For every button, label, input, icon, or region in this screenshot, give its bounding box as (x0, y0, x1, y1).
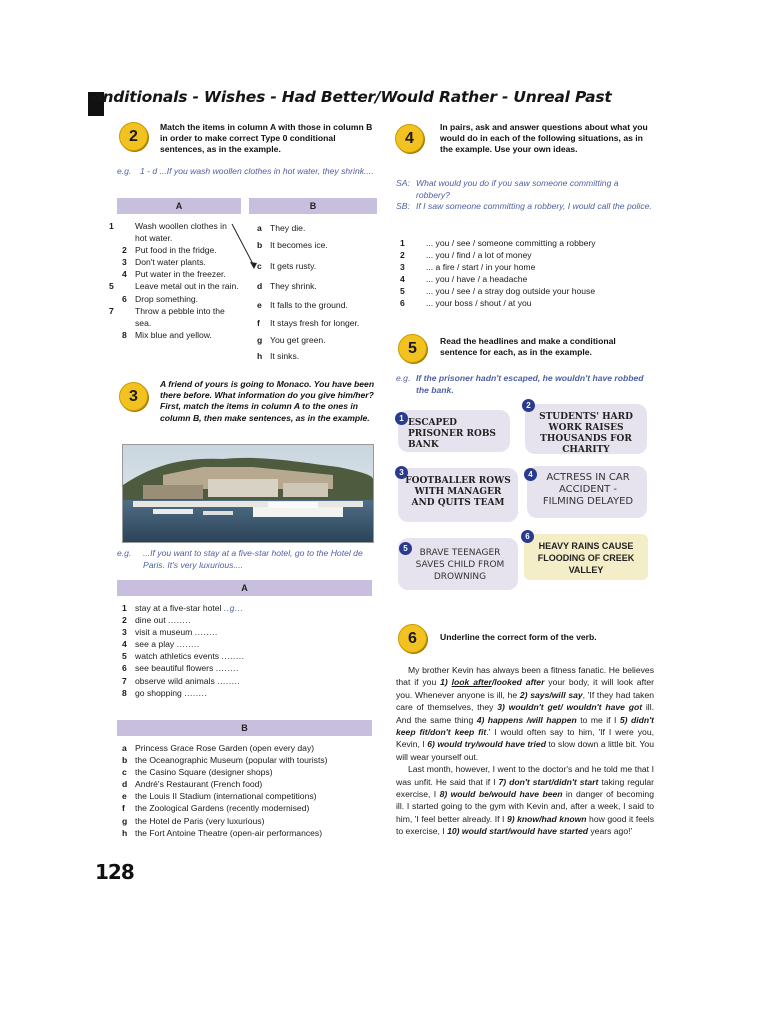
verb-choice: 3) wouldn't get/ wouldn't have got (497, 702, 643, 713)
exercise-5-example-label: e.g. (396, 373, 411, 383)
list-item: 1 Wash woollen clothes in hot water. (109, 221, 227, 244)
list-item: 6 see beautiful flowers ........ (122, 663, 239, 674)
paragraph-text: taking regular exercise, I (396, 776, 654, 800)
list-item: 6 ... your boss / shout / at you (400, 298, 532, 309)
exercise-3-column-a-list (122, 602, 372, 699)
list-item: 1 stay at a five-star hotel ..g... (122, 603, 244, 613)
headline-card-5: 5 BRAVE TEENAGER SAVES CHILD FROM DROWNING (398, 538, 518, 590)
paragraph-text: ill. And the same thing (396, 702, 654, 725)
paragraph-text: , 'If they had taken care of themselves, they (396, 689, 655, 713)
exercise-2-badge: 2 (119, 122, 148, 151)
list-item: a Princess Grace Rose Garden (open every day) (122, 743, 315, 753)
verb-choice: 6) would try/would have tried (427, 739, 546, 750)
exercise-3-column-b-list (122, 742, 377, 839)
paragraph-text: .' I would often say to him, 'If I were you, Kevin, I (396, 727, 655, 750)
list-item: h the Fort Antoine Theatre (open-air performances) (122, 827, 323, 838)
exercise-6-instruction: Underline the correct form of the verb. (440, 632, 597, 642)
verb-choice: /looked after (491, 677, 545, 688)
headline-card-4: 4 ACTRESS IN CAR ACCIDENT - FILMING DELAYED (527, 466, 647, 518)
list-item: 2 ... you / find / a lot of money (400, 250, 532, 261)
exercise-2-column-b-header: B (249, 198, 377, 214)
exercise-4-sa-label: SA: (396, 178, 410, 188)
exercise-6-badge: 6 (398, 624, 427, 653)
exercise-3-instruction: A friend of yours is going to Monaco. You have been there before. What information do you give him/her? First, match the items in column A to the ones in column B, then make sentences, as in the example. (160, 379, 375, 423)
exercise-4-sb-text: If I saw someone committing a robbery, I would call the police. (416, 201, 652, 211)
verb-choice: 8) would be/would have been (439, 789, 563, 800)
verb-choice: 5) didn't keep fit/don't keep fit (396, 714, 654, 738)
list-item: d They shrink. (257, 281, 317, 291)
exercise-5-example-text: If the prisoner hadn't escaped, he wouldn't have robbed the bank. (416, 373, 644, 395)
paragraph-text: to slow down a little bit. You will wear yourself out. (396, 739, 654, 762)
list-item: 4 Put water in the freezer. (122, 269, 226, 280)
exercise-3-column-b-header: B (117, 720, 372, 736)
verb-choice: 7) don't start/didn't start (498, 776, 599, 787)
list-item: 2 Put food in the fridge. (122, 245, 217, 256)
verb-choice: 4) happens /will happen (476, 714, 577, 725)
paragraph-text: Last month, however, I went to the doctor's and he told me that I was unfit. He said that if I (396, 764, 654, 787)
page-number: 128 (95, 860, 134, 884)
list-item: f the Zoological Gardens (recently modernised) (122, 803, 310, 814)
verb-choice: 1) (440, 677, 452, 688)
list-item: 4 ... you / have / a headache (400, 274, 528, 285)
paragraph-text: your body, it will look after you. Whenever anyone is ill, he (396, 677, 654, 700)
list-item: b the Oceanographic Museum (popular with tourists) (122, 755, 328, 766)
list-item: 7 Throw a pebble into the sea. (109, 305, 225, 328)
list-item: d André's Restaurant (French food) (122, 779, 263, 790)
exercise-5-instruction: Read the headlines and make a conditional sentence for each, as in the example. (440, 336, 616, 358)
exercise-2-column-a-header: A (117, 198, 241, 214)
monaco-harbour-photo (122, 444, 374, 543)
exercise-2-instruction: Match the items in column A with those in column B in order to make correct Type 0 conditional sentences, as in the example. (160, 122, 373, 155)
paragraph-text: how good it feels to exercise, I (396, 813, 654, 837)
page-header-title: onditionals - Wishes - Had Better/Would Rather - Unreal Past (92, 88, 612, 106)
list-item: 7 observe wild animals ........ (122, 675, 241, 686)
list-item: f It stays fresh for longer. (257, 318, 360, 328)
list-item: a They die. (257, 223, 306, 233)
exercise-2-column-a-list (109, 220, 240, 341)
exercise-4-items (400, 237, 658, 310)
exercise-6-paragraph-1 (396, 664, 654, 763)
exercise-2-example-label: e.g. (117, 166, 132, 176)
list-item: e the Louis II Stadium (international competitions) (122, 791, 317, 802)
paragraph-text: years ago!' (587, 826, 633, 837)
list-item: 8 Mix blue and yellow. (122, 329, 212, 340)
verb-choice: 2) says/will say (519, 689, 583, 700)
exercise-3-badge: 3 (119, 382, 148, 411)
exercise-4-instruction: In pairs, ask and answer questions about what you would do in each of the following situations, as in the example. Use your own ideas. (440, 122, 648, 155)
exercise-3-column-a-header: A (117, 580, 372, 596)
list-item: 1 ... you / see / someone committing a robbery (400, 238, 596, 248)
list-item: e It falls to the ground. (257, 300, 348, 310)
list-item: 5 Leave metal out in the rain. (109, 281, 239, 292)
list-item: 5 ... you / see / a stray dog outside your house (400, 286, 596, 297)
exercise-2-column-b-list (257, 222, 382, 362)
headline-card-6: 6 HEAVY RAINS CAUSE FLOODING OF CREEK VALLEY (524, 534, 648, 580)
exercise-4-badge: 4 (395, 124, 424, 153)
list-item: c the Casino Square (designer shops) (122, 767, 273, 778)
exercise-5-badge: 5 (398, 334, 427, 363)
list-item: g the Hotel de Paris (very luxurious) (122, 815, 265, 826)
exercise-3-example-text: ...If you want to stay at a five-star hotel, go to the Hotel de Paris. It's very luxurious.... (143, 548, 363, 570)
headline-card-2: 2 STUDENTS' HARD WORK RAISES THOUSANDS FOR CHARITY (525, 404, 647, 454)
exercise-6-paragraph-2 (396, 763, 654, 837)
exercise-4-sb-label: SB: (396, 201, 410, 211)
paragraph-text: My brother Kevin has always been a fitness fanatic. He believes that if you (396, 665, 654, 688)
paragraph-text: to me if I (576, 714, 620, 725)
list-item: 3 Don't water plants. (122, 257, 206, 268)
headline-card-1: 1 ESCAPED PRISONER ROBS BANK (398, 410, 510, 452)
verb-choice: 10) would start/would have started (447, 826, 588, 837)
list-item: 8 go shopping ........ (122, 687, 208, 698)
exercise-3-example-label: e.g. (117, 548, 132, 558)
verb-choice: look after (451, 677, 492, 688)
list-item: c It gets rusty. (257, 261, 317, 271)
list-item: 4 see a play ........ (122, 639, 200, 650)
exercise-6-text (396, 664, 654, 838)
list-item: b It becomes ice. (257, 240, 328, 250)
paragraph-text: in danger of becoming ill. I started going to the gym with Kevin and, after a week, I said to him, 'I feel better already. If I (396, 789, 654, 824)
list-item: g You get green. (257, 335, 326, 345)
headline-card-3: 3 FOOTBALLER ROWS WITH MANAGER AND QUITS TEAM (398, 468, 518, 522)
exercise-2-example-text: 1 - d ...If you wash woollen clothes in hot water, they shrink.... (140, 166, 374, 176)
list-item: 2 dine out ........ (122, 615, 192, 626)
list-item: h It sinks. (257, 351, 300, 361)
list-item: 5 watch athletics events ........ (122, 651, 245, 662)
match-arrow-icon (230, 222, 260, 272)
list-item: 6 Drop something. (122, 293, 199, 304)
list-item: 3 visit a museum ........ (122, 627, 218, 638)
list-item: 3 ... a fire / start / in your home (400, 262, 536, 273)
exercise-4-sa-text: What would you do if you saw someone committing a robbery? (416, 178, 619, 200)
verb-choice: 9) know/had known (506, 813, 587, 824)
